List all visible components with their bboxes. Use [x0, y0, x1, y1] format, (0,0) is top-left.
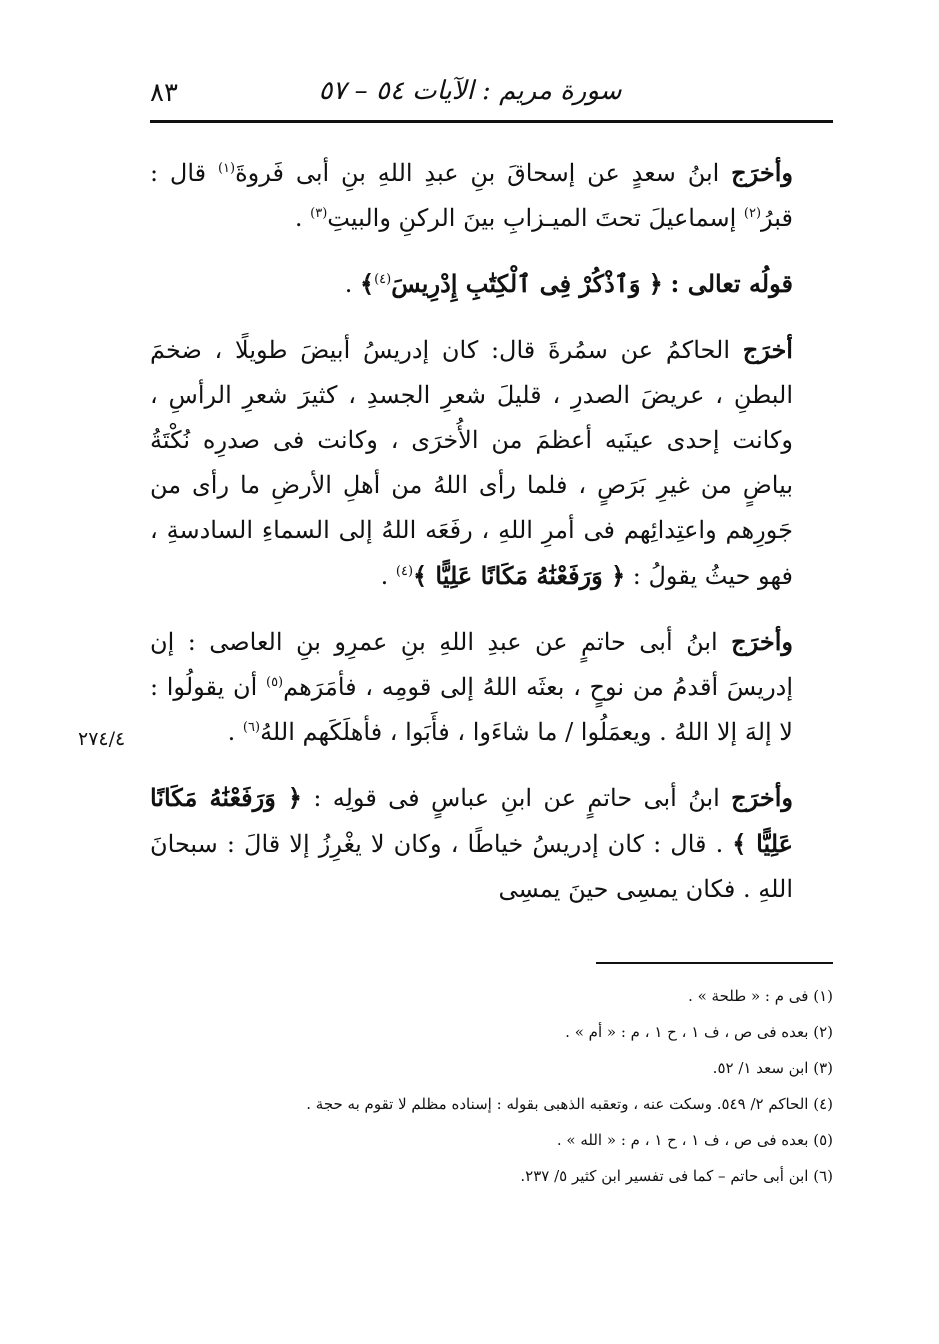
footnote-ref-4[interactable]: (٤) [374, 272, 392, 287]
footnote-ref-2[interactable]: (٢) [743, 206, 762, 221]
paragraph-text: . [294, 204, 303, 232]
quran-verse: ﴿ وَرَفَعْنَٰهُ مَكَانًا عَلِيًّا ﴾ [413, 561, 626, 590]
page-number: ٨٣ [150, 78, 178, 108]
paragraph-text: . [344, 270, 353, 298]
running-title: سورة مريم : الآيات ٥٤ – ٥٧ [318, 76, 622, 106]
manuscript-folio-note: ٢٧٤/٤ [78, 728, 126, 750]
verse-intro: قولُه تعالى : [670, 269, 793, 298]
quran-verse-close: ﴾ [360, 269, 375, 298]
footnote-1: (١) فى م : « طلحة » . [688, 987, 833, 1005]
footnote-2: (٢) بعده فى ص ، ف ١ ، ح ١ ، م : « أم » . [565, 1023, 833, 1041]
paragraph-text: . [380, 562, 389, 590]
paragraph-text: ابنُ أبى حاتمٍ عن عبدِ اللهِ بنِ عمرِو بنِ العاصى : إن إدريسَ أقدمُ من نوحٍ ، بعثَه اللهُ إلى قومِه ، فأمَرَهم [150, 628, 794, 701]
footnote-ref-6[interactable]: (٦) [242, 720, 261, 735]
paragraph-text: إسماعيلَ تحتَ الميـزابِ بينَ الركنِ والبيتِ [327, 204, 737, 232]
footnote-6: (٦) ابن أبى حاتم – كما فى تفسير ابن كثير ٥/ ٢٣٧. [520, 1167, 833, 1185]
footnote-5: (٥) بعده فى ص ، ف ١ ، ح ١ ، م : « الله » . [556, 1131, 833, 1149]
quran-verse: ﴿ وَرَفَعْنَٰهُ مَكَانًا عَلِيًّا ﴾ [150, 783, 793, 858]
paragraph-text: . قال : كان إدريسُ خياطًا ، وكان لا يغْرِزُ إلا قالَ : سبحانَ اللهِ . فكان يمسِى حينَ يمسِى [150, 830, 793, 903]
paragraph-text: أن يقولُوا : لا إلهَ إلا اللهُ . ويعمَلُوا / ما شاءَوا ، فأَبَوا ، فأهلَكَهم اللهُ [150, 673, 793, 746]
footnotes [150, 978, 833, 1194]
paragraph-lead: أخرَج [742, 335, 793, 364]
main-text [150, 150, 793, 932]
paragraph-text: قال : قبرُ [150, 159, 793, 232]
quran-verse: ﴿ وَٱذْكُرْ فِى ٱلْكِتَٰبِ إِدْرِيسَ [391, 269, 663, 298]
paragraph-text: ابنُ سعدٍ عن إسحاقَ بنِ عبدِ اللهِ بنِ أبى فَروةَ [235, 159, 720, 187]
footnote-ref-1[interactable]: (١) [217, 161, 236, 176]
footnote-3: (٣) ابن سعد ١/ ٥٢. [712, 1059, 833, 1077]
footnote-4: (٤) الحاكم ٢/ ٥٤٩. وسكت عنه ، وتعقبه الذهبى بقوله : إسناده مظلم لا تقوم به حجة . [306, 1095, 833, 1113]
paragraph-lead: وأخرَج [731, 627, 793, 656]
footnote-ref-4b[interactable]: (٤) [395, 564, 414, 579]
paragraph-lead: وأخرَج [731, 158, 793, 187]
footnote-separator [596, 962, 833, 964]
paragraph-ibn-abi-hatim-2 [150, 775, 793, 912]
footnote-ref-5[interactable]: (٥) [265, 675, 284, 690]
paragraph-text: . [227, 718, 236, 746]
paragraph-ibn-abi-hatim-1 [150, 619, 793, 755]
header-rule [150, 120, 833, 123]
paragraph-text: الحاكمُ عن سمُرةَ قال: كان إدريسُ أبيضَ طويلًا ، ضخمَ البطنِ ، عريضَ الصدرِ ، قليلَ شعرِ الجسدِ ، كثيرَ شعرِ الرأسِ ، وكانت إحدى عينَيه أعظمَ من الأُخرَى ، وكانت فى صدرِه نُكْتَةُ بياضٍ من غيرِ بَرَصٍ ، فلما رأى اللهُ من أهلِ الأرضِ ما رأى من جَورِهم واعتِدائِهم فى أمرِ اللهِ ، رفَعَه اللهُ إلى السماءِ السادسةِ ، فهو حيثُ يقولُ : [150, 336, 793, 590]
paragraph-hakim [150, 327, 793, 599]
paragraph-text: ابنُ أبى حاتمٍ عن ابنِ عباسٍ فى قولِه : [313, 784, 720, 812]
paragraph-verse-heading [150, 261, 793, 307]
paragraph-lead: وأخرَج [731, 783, 793, 812]
paragraph-ibn-saad [150, 150, 793, 241]
footnote-ref-3[interactable]: (٣) [310, 206, 328, 221]
